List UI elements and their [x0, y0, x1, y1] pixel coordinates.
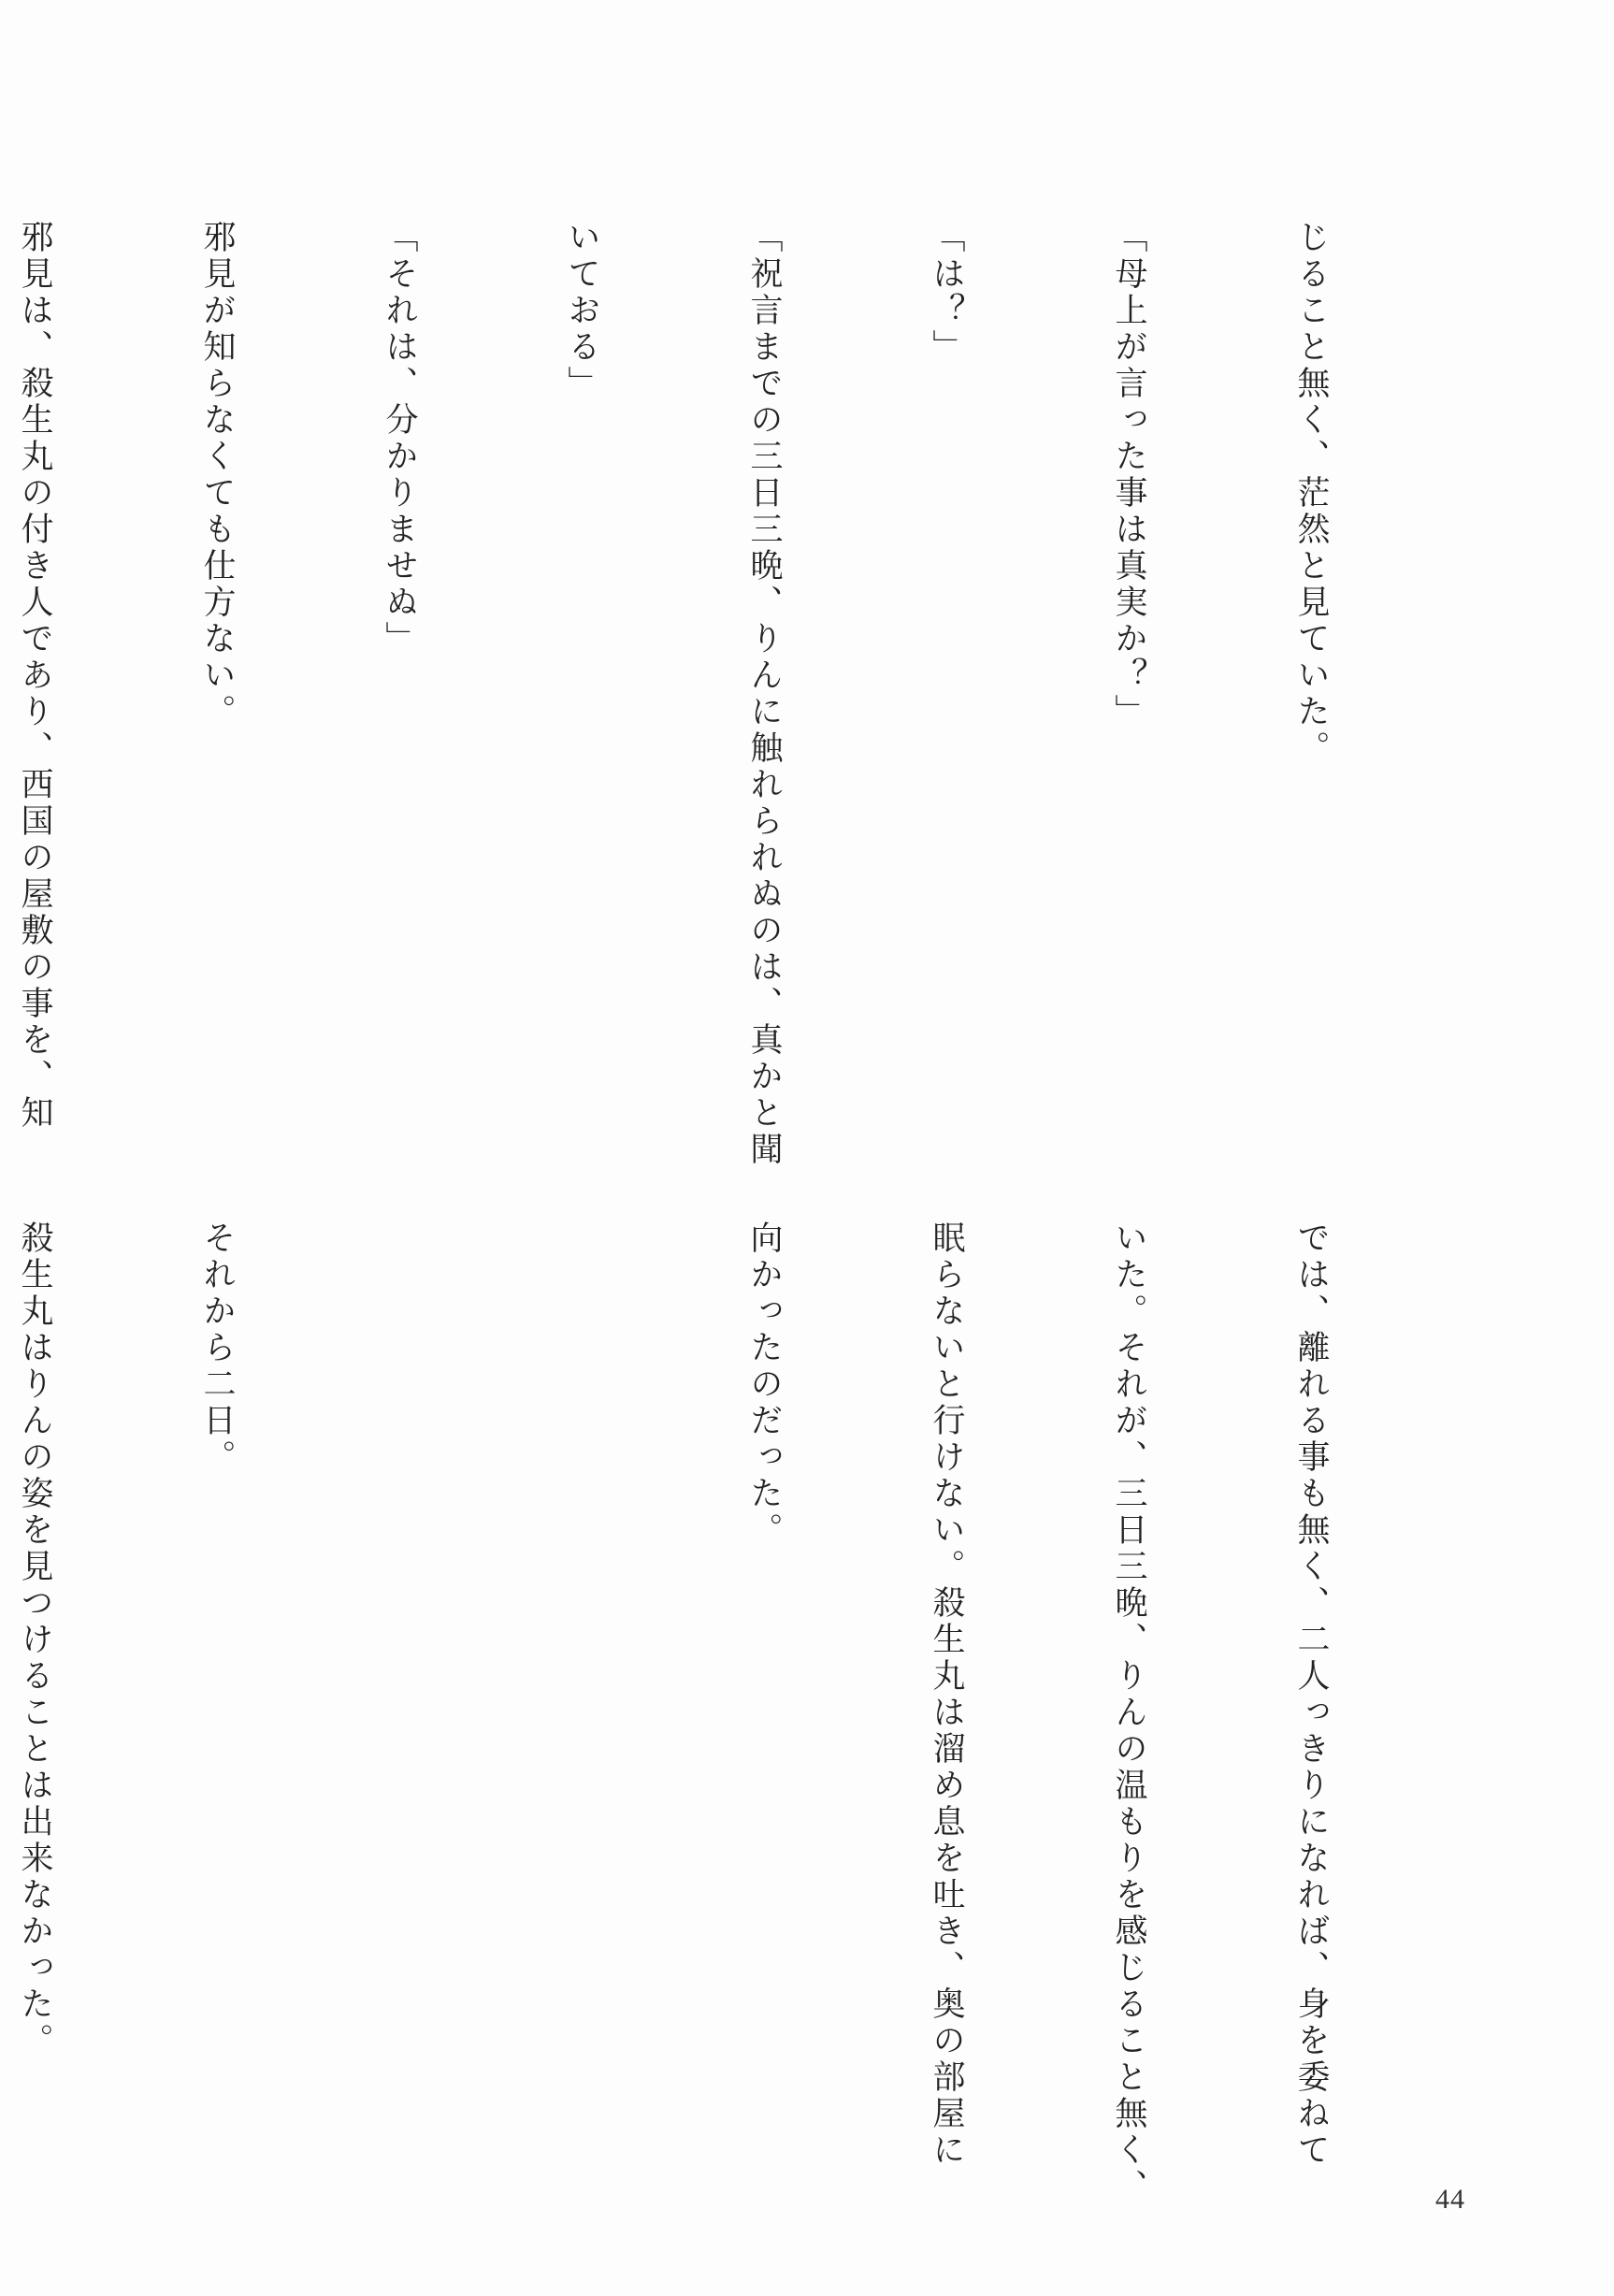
blank-line	[368, 1220, 429, 2156]
text-line: 向かったのだった。	[745, 1220, 783, 1549]
text-line: いた。それが、三日三晩、りんの温もりを感じること無く、	[1110, 1220, 1147, 2205]
text-column-top	[16, 220, 1463, 1168]
text-line: 「それは、分かりませぬ」	[381, 220, 418, 657]
text-line: 殺生丸はりんの姿を見つけることは出来なかった。	[16, 1220, 53, 2059]
text-line: 邪見は、殺生丸の付き人であり、西国の屋敷の事を、知	[16, 220, 53, 1132]
blank-line	[551, 1220, 612, 2156]
text-line: じること無く、茫然と見ていた。	[1292, 220, 1330, 767]
text-line: では、離れる事も無く、二人っきりになれば、身を委ねて	[1292, 1220, 1330, 2169]
text-line: いておる」	[563, 220, 600, 402]
page-number: 44	[1435, 2184, 1465, 2215]
text-line: 眠らないと行けない。殺生丸は溜め息を吐き、奥の部屋に	[928, 1220, 965, 2169]
text-line: 「は？」	[928, 220, 965, 366]
text-line: 「母上が言った事は真実か？」	[1110, 220, 1147, 730]
text-line: 「祝言までの三日三晩、りんに触れられぬのは、真かと聞	[745, 220, 783, 1168]
text-line: それから二日。	[198, 1220, 236, 1476]
text-line: 邪見が知らなくても仕方ない。	[198, 220, 236, 730]
